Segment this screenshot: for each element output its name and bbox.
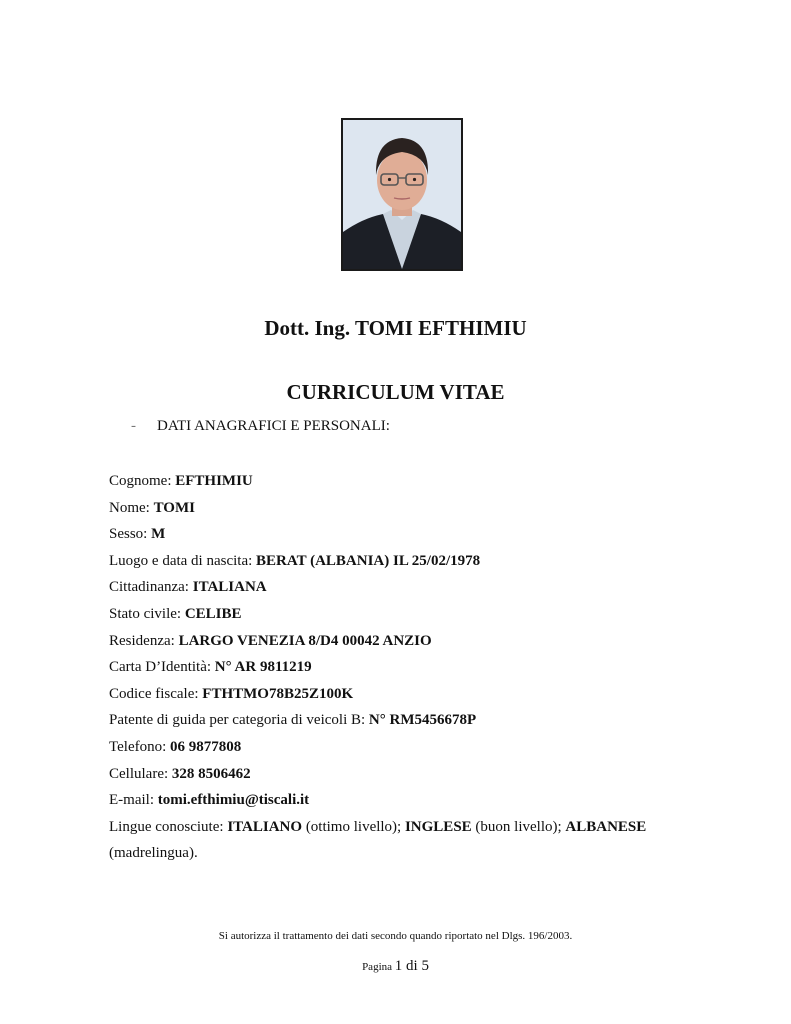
field-label: Cellulare: — [109, 765, 172, 782]
portrait-image — [343, 120, 461, 269]
email-link[interactable]: tomi.efthimiu@tiscali.it — [157, 792, 310, 809]
field-patente — [109, 707, 709, 734]
field-label: Telefono: — [109, 738, 171, 755]
field-value: LARGO VENEZIA 8/D4 00042 ANZIO — [178, 632, 432, 649]
page-number — [0, 958, 791, 975]
field-value: 06 9877808 — [170, 738, 242, 755]
profile-photo — [341, 118, 463, 271]
field-telefono — [109, 734, 709, 761]
field-value: N° RM5456678P — [368, 712, 477, 729]
field-value: N° AR 9811219 — [214, 659, 312, 676]
language-albanian: ALBANESE — [565, 818, 647, 835]
page-current: 1 — [394, 958, 403, 974]
field-label: Carta D’Identità: — [109, 659, 215, 676]
field-label: Lingue conosciute: — [109, 818, 228, 835]
field-label: E-mail: — [109, 792, 158, 809]
field-label: Residenza: — [109, 632, 179, 649]
field-value: 328 8506462 — [171, 765, 251, 782]
field-value: FTHTMO78B25Z100K — [202, 685, 354, 702]
field-lingue — [109, 814, 709, 867]
field-carta-identita — [109, 654, 709, 681]
field-label: Sesso: — [109, 526, 152, 543]
section-heading — [131, 418, 390, 435]
field-stato-civile — [109, 601, 709, 628]
field-codice-fiscale — [109, 681, 709, 708]
personal-data-list — [109, 468, 709, 867]
field-cellulare — [109, 761, 709, 788]
field-label: Stato civile: — [109, 605, 185, 622]
language-italian: ITALIANO — [227, 818, 303, 835]
page-prefix: Pagina — [362, 961, 395, 973]
page-total: 5 — [421, 958, 429, 974]
field-value: BERAT (ALBANIA) IL 25/02/1978 — [256, 552, 481, 569]
field-sesso — [109, 521, 709, 548]
section-heading-text: DATI ANAGRAFICI E PERSONALI: — [157, 418, 390, 434]
language-level: (ottimo livello); — [302, 818, 405, 835]
field-value: ITALIANA — [192, 579, 267, 596]
field-label: Nome: — [109, 499, 154, 516]
field-value: CELIBE — [184, 605, 242, 622]
language-english: INGLESE — [404, 818, 472, 835]
field-label: Patente di guida per categoria di veicoli B: — [109, 712, 369, 729]
field-value: M — [151, 526, 166, 543]
bullet-dash: - — [131, 418, 136, 434]
field-residenza — [109, 628, 709, 655]
field-cittadinanza — [109, 574, 709, 601]
field-nome — [109, 495, 709, 522]
field-label: Cognome: — [109, 473, 176, 489]
field-label: Cittadinanza: — [109, 579, 193, 596]
document-title: CURRICULUM VITAE — [286, 380, 505, 404]
person-name-title: Dott. Ing. TOMI EFTHIMIU — [264, 316, 527, 340]
field-value: EFTHIMIU — [175, 473, 253, 489]
field-email — [109, 787, 709, 814]
language-level: (madrelingua). — [109, 845, 198, 862]
field-label: Codice fiscale: — [109, 685, 203, 702]
field-label: Luogo e data di nascita: — [109, 552, 257, 569]
page-of: di — [402, 958, 422, 974]
field-luogo-data-nascita — [109, 548, 709, 575]
field-value: TOMI — [153, 499, 195, 516]
field-cognome — [109, 468, 709, 495]
privacy-note: Si autorizza il trattamento dei dati secondo quando riportato nel Dlgs. 196/2003. — [218, 930, 573, 942]
language-level: (buon livello); — [471, 818, 566, 835]
